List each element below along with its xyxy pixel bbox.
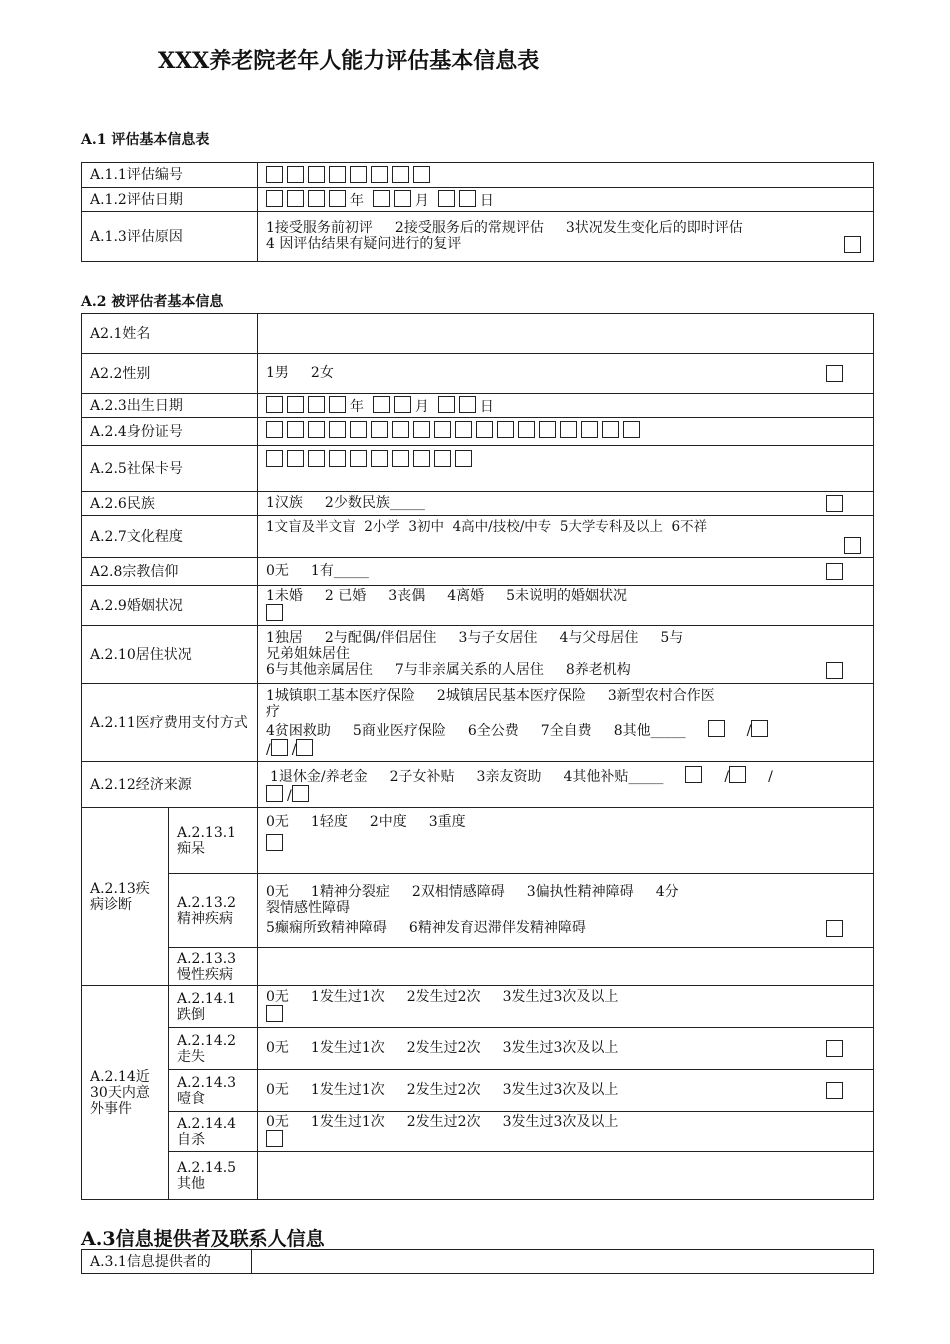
assessment-id-label: A.1.1评估编号 [82, 163, 258, 188]
ethnic-label: A.2.6民族 [82, 492, 258, 516]
chronic-disease-value[interactable] [258, 948, 874, 986]
checkbox-square[interactable] [350, 421, 367, 438]
checkbox-square[interactable] [308, 190, 325, 207]
checkbox-square[interactable] [373, 190, 390, 207]
checkbox-square[interactable] [434, 450, 451, 467]
checkbox-square[interactable] [308, 421, 325, 438]
checkbox-square[interactable] [329, 396, 346, 413]
medical-label: A.2.11医疗费用支付方式 [82, 684, 258, 762]
info-provider-label: A.3.1信息提供者的 [82, 1250, 252, 1274]
mental-illness-label: A.2.13.2精神疾病 [169, 874, 258, 948]
checkbox-square[interactable] [459, 396, 476, 413]
a1-table [81, 162, 874, 262]
checkbox-square[interactable] [266, 396, 283, 413]
info-provider-value[interactable] [252, 1250, 874, 1274]
checkbox-square[interactable] [434, 421, 451, 438]
checkbox-square[interactable] [287, 190, 304, 207]
social-card-boxes[interactable] [258, 446, 874, 492]
checkbox-square[interactable] [350, 450, 367, 467]
checkbox-square[interactable] [392, 421, 409, 438]
accident-label: A.2.14近30天内意外事件 [82, 986, 169, 1200]
disease-label: A.2.13疾病诊断 [82, 808, 169, 986]
living-label: A.2.10居住状况 [82, 626, 258, 684]
medical-options[interactable]: 1城镇职工基本医疗保险 2城镇居民基本医疗保险 3新型农村合作医 疗 4贫困救助 5商业医疗保险 6全公费 7全自费 8其他_____ / / / [258, 684, 874, 762]
checkbox-square[interactable] [266, 1005, 283, 1022]
dementia-label: A.2.13.1痴呆 [169, 808, 258, 874]
checkbox-square[interactable] [581, 421, 598, 438]
checkbox-square[interactable] [413, 421, 430, 438]
checkbox-square[interactable] [266, 604, 283, 621]
checkbox-square[interactable] [329, 421, 346, 438]
checkbox-square[interactable] [371, 166, 388, 183]
checkbox-square[interactable] [266, 166, 283, 183]
income-label: A.2.12经济来源 [82, 762, 258, 808]
religion-label: A2.8宗教信仰 [82, 558, 258, 586]
checkbox-square[interactable] [373, 396, 390, 413]
page-title: XXX养老院老年人能力评估基本信息表 [158, 48, 540, 74]
reason-checkbox[interactable] [844, 236, 861, 253]
checkbox-square[interactable] [287, 396, 304, 413]
checkbox-square[interactable] [751, 720, 768, 737]
ethnic-options[interactable]: 1汉族 2少数民族_____ [258, 492, 874, 516]
checkbox-square[interactable] [308, 396, 325, 413]
checkbox-square[interactable] [292, 785, 309, 802]
checkbox-square[interactable] [350, 166, 367, 183]
checkbox-square[interactable] [560, 421, 577, 438]
checkbox-square[interactable] [266, 1130, 283, 1147]
marital-options[interactable]: 1未婚 2 已婚 3丧偶 4离婚 5未说明的婚姻状况 [258, 586, 874, 626]
checkbox-square[interactable] [287, 421, 304, 438]
checkbox-square[interactable] [518, 421, 535, 438]
chronic-disease-label: A.2.13.3慢性疾病 [169, 948, 258, 986]
checkbox-square[interactable] [287, 166, 304, 183]
name-value[interactable] [258, 314, 874, 354]
checkbox-square[interactable] [394, 396, 411, 413]
sex-label: A2.2性别 [82, 354, 258, 394]
sex-options[interactable]: 1男 2女 [258, 354, 874, 394]
choke-label: A.2.14.3噎食 [169, 1070, 258, 1112]
checkbox-square[interactable] [844, 537, 861, 554]
checkbox-square[interactable] [329, 166, 346, 183]
checkbox-square[interactable] [826, 563, 843, 580]
choke-options[interactable]: 0无 1发生过1次 2发生过2次 3发生过3次及以上 [258, 1070, 874, 1112]
id-card-boxes[interactable] [258, 418, 874, 446]
checkbox-square[interactable] [497, 421, 514, 438]
education-label: A.2.7文化程度 [82, 516, 258, 558]
a2-table [81, 313, 874, 1200]
education-options[interactable]: 1文盲及半文盲 2小学 3初中 4高中/技校/中专 5大学专科及以上 6不祥 [258, 516, 874, 558]
other-accident-value[interactable] [258, 1152, 874, 1200]
checkbox-square[interactable] [266, 450, 283, 467]
assessment-date-boxes[interactable]: 年 月 日 [258, 188, 874, 212]
checkbox-square[interactable] [266, 785, 283, 802]
checkbox-square[interactable] [413, 450, 430, 467]
lost-label: A.2.14.2走失 [169, 1028, 258, 1070]
checkbox-square[interactable] [438, 190, 455, 207]
checkbox-square[interactable] [826, 920, 843, 937]
other-accident-label: A.2.14.5其他 [169, 1152, 258, 1200]
checkbox-square[interactable] [826, 495, 843, 512]
mental-illness-options[interactable]: 0无 1精神分裂症 2双相情感障碍 3偏执性精神障碍 4分 裂情感性障碍 5癫痫所致精神障碍 6精神发育迟滞伴发精神障碍 [258, 874, 874, 948]
checkbox-square[interactable] [826, 365, 843, 382]
suicide-label: A.2.14.4自杀 [169, 1112, 258, 1152]
suicide-options[interactable]: 0无 1发生过1次 2发生过2次 3发生过3次及以上 [258, 1112, 874, 1152]
checkbox-square[interactable] [287, 450, 304, 467]
living-options[interactable]: 1独居 2与配偶/伴侣居住 3与子女居住 4与父母居住 5与 兄弟姐妹居住 6与其他亲属居住 7与非亲属关系的人居住 8养老机构 [258, 626, 874, 684]
fall-label: A.2.14.1跌倒 [169, 986, 258, 1028]
checkbox-square[interactable] [413, 166, 430, 183]
dementia-options[interactable]: 0无 1轻度 2中度 3重度 [258, 808, 874, 874]
checkbox-square[interactable] [271, 739, 288, 756]
section-a2-heading: A.2 被评估者基本信息 [81, 294, 224, 310]
checkbox-square[interactable] [455, 421, 472, 438]
checkbox-square[interactable] [266, 421, 283, 438]
a3-table [81, 1249, 874, 1274]
id-card-label: A.2.4身份证号 [82, 418, 258, 446]
lost-options[interactable]: 0无 1发生过1次 2发生过2次 3发生过3次及以上 [258, 1028, 874, 1070]
checkbox-square[interactable] [455, 450, 472, 467]
checkbox-square[interactable] [476, 421, 493, 438]
religion-options[interactable]: 0无 1有_____ [258, 558, 874, 586]
checkbox-square[interactable] [296, 739, 313, 756]
marital-label: A.2.9婚姻状况 [82, 586, 258, 626]
income-options[interactable]: 1退休金/养老金 2子女补贴 3亲友资助 4其他补贴_____ / / / [258, 762, 874, 808]
assessment-date-label: A.1.2评估日期 [82, 188, 258, 212]
birth-date-label: A.2.3出生日期 [82, 394, 258, 418]
checkbox-square[interactable] [729, 766, 746, 783]
checkbox-square[interactable] [602, 421, 619, 438]
checkbox-square[interactable] [539, 421, 556, 438]
social-card-label: A.2.5社保卡号 [82, 446, 258, 492]
checkbox-square[interactable] [266, 190, 283, 207]
assessment-reason-label: A.1.3评估原因 [82, 212, 258, 262]
checkbox-square[interactable] [266, 834, 283, 851]
checkbox-square[interactable] [623, 421, 640, 438]
birth-date-boxes[interactable]: 年 月 日 [258, 394, 874, 418]
assessment-id-boxes[interactable] [258, 163, 874, 188]
checkbox-square[interactable] [371, 450, 388, 467]
checkbox-square[interactable] [685, 766, 702, 783]
checkbox-square[interactable] [394, 190, 411, 207]
section-a3-heading: A.3信息提供者及联系人信息 [81, 1228, 325, 1250]
checkbox-square[interactable] [329, 190, 346, 207]
checkbox-square[interactable] [708, 720, 725, 737]
checkbox-square[interactable] [459, 190, 476, 207]
checkbox-square[interactable] [826, 1040, 843, 1057]
name-label: A2.1姓名 [82, 314, 258, 354]
assessment-reason-options[interactable]: 1接受服务前初评 2接受服务后的常规评估 3状况发生变化后的即时评估 4 因评估结果有疑问进行的复评 [258, 212, 874, 262]
checkbox-square[interactable] [392, 166, 409, 183]
section-a1-heading: A.1 评估基本信息表 [81, 132, 210, 148]
checkbox-square[interactable] [308, 450, 325, 467]
checkbox-square[interactable] [329, 450, 346, 467]
checkbox-square[interactable] [826, 662, 843, 679]
checkbox-square[interactable] [371, 421, 388, 438]
checkbox-square[interactable] [438, 396, 455, 413]
checkbox-square[interactable] [826, 1082, 843, 1099]
checkbox-square[interactable] [392, 450, 409, 467]
checkbox-square[interactable] [308, 166, 325, 183]
fall-options[interactable]: 0无 1发生过1次 2发生过2次 3发生过3次及以上 [258, 986, 874, 1028]
